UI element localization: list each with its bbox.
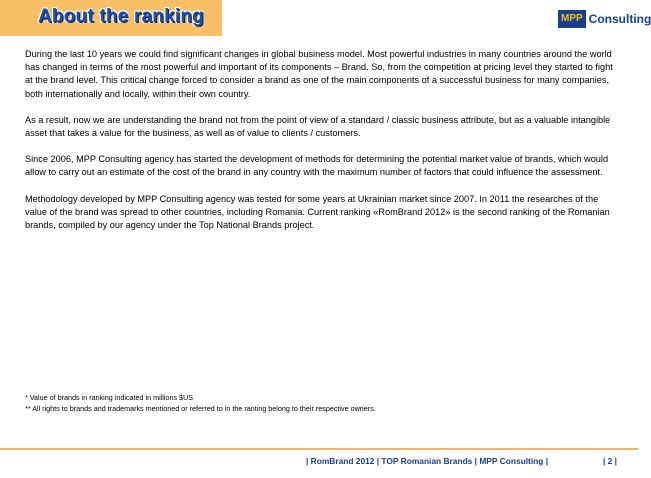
page-number: | 2 |	[603, 456, 617, 466]
title-bar	[0, 0, 222, 36]
paragraph-2: As a result, now we are understanding the brand not from the point of view of a standard / classic business attribute, but as a valuable intangible asset that takes a value for the business, as well as of value to clients / customers.	[25, 114, 611, 139]
company-logo	[558, 9, 651, 29]
footnotes	[25, 392, 615, 414]
footnote-2: ** All rights to brands and trademarks mentioned or referred to in the ranting belong to their respective owners.	[25, 404, 376, 413]
logo-mark: MPP	[558, 10, 586, 28]
paragraph-1: During the last 10 years we could find significant changes in global business model. Most powerful industries in many countries around the world has changed in terms of the most powerful and important of its components – Brand. So, from the competition at pricing level they started to fight at the brand level. This critical change forced to consider a brand as one of the main components of a successful business for many companies, both internationally and locally, within their own country.	[25, 49, 613, 99]
footnote-1: * Value of brands in ranking indicated in millions $US	[25, 393, 194, 402]
body-text	[25, 48, 615, 245]
logo-wordmark: Consulting	[588, 12, 651, 26]
paragraph-4: Methodology developed by MPP Consulting agency was tested for some years at Ukrainian market since 2007. In 2011 the researches of the value of the brand was spread to other countries, including Romania. Current ranking «RomBrand 2012» is the second ranking of the Romanian brands, compiled by our agency under the Top National Brands project.	[25, 193, 610, 231]
footer-divider	[0, 448, 638, 450]
footer-text: | RomBrand 2012 | TOP Romanian Brands | MPP Consulting |	[306, 456, 549, 466]
paragraph-3: Since 2006, MPP Consulting agency has started the development of methods for determining the potential market value of brands, which would allow to carry out an estimate of the cost of the brand in any country with the maximum number of factors that could influence the assessment.	[25, 154, 609, 178]
page-title: About the ranking	[38, 6, 204, 27]
